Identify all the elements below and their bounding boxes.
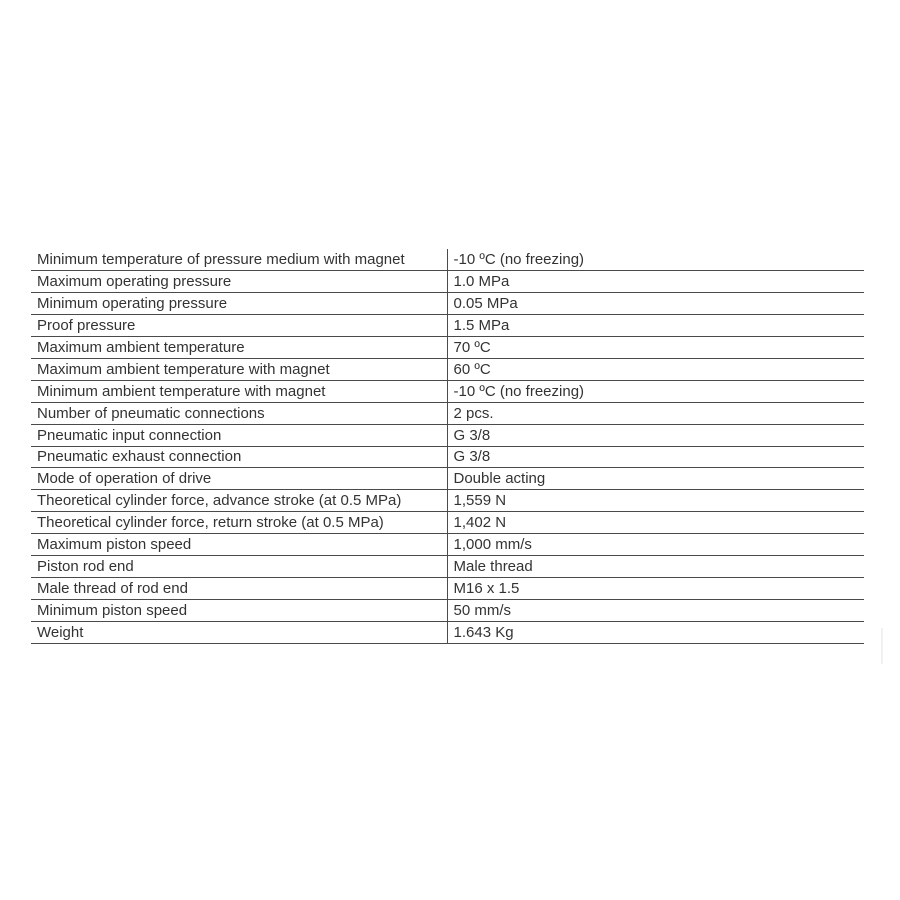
property-cell: Pneumatic input connection — [31, 424, 447, 446]
property-cell: Pneumatic exhaust connection — [31, 446, 447, 468]
value-cell: 70 ºC — [447, 337, 864, 359]
value-cell: 1,402 N — [447, 512, 864, 534]
property-cell: Minimum piston speed — [31, 599, 447, 621]
table-row — [31, 249, 864, 271]
table-row — [31, 271, 864, 293]
value-cell: -10 ºC (no freezing) — [447, 249, 864, 271]
value-cell: G 3/8 — [447, 446, 864, 468]
table-row — [31, 402, 864, 424]
property-cell: Maximum ambient temperature with magnet — [31, 358, 447, 380]
table-row — [31, 555, 864, 577]
table-row — [31, 380, 864, 402]
property-cell: Weight — [31, 621, 447, 643]
property-cell: Mode of operation of drive — [31, 468, 447, 490]
table-row — [31, 599, 864, 621]
value-cell: 50 mm/s — [447, 599, 864, 621]
property-cell: Minimum operating pressure — [31, 293, 447, 315]
specification-table — [31, 249, 864, 644]
table-row — [31, 621, 864, 643]
table-row — [31, 424, 864, 446]
property-cell: Male thread of rod end — [31, 577, 447, 599]
property-cell: Maximum operating pressure — [31, 271, 447, 293]
value-cell: 1,000 mm/s — [447, 534, 864, 556]
property-cell: Theoretical cylinder force, return stroke (at 0.5 MPa) — [31, 512, 447, 534]
value-cell: 60 ºC — [447, 358, 864, 380]
value-cell: Double acting — [447, 468, 864, 490]
value-cell: 0.05 MPa — [447, 293, 864, 315]
table-row — [31, 293, 864, 315]
property-cell: Proof pressure — [31, 315, 447, 337]
edge-divider — [881, 628, 883, 664]
table-row — [31, 315, 864, 337]
property-cell: Minimum ambient temperature with magnet — [31, 380, 447, 402]
property-cell: Maximum ambient temperature — [31, 337, 447, 359]
table-row — [31, 534, 864, 556]
property-cell: Minimum temperature of pressure medium with magnet — [31, 249, 447, 271]
property-cell: Maximum piston speed — [31, 534, 447, 556]
value-cell: M16 x 1.5 — [447, 577, 864, 599]
table-row — [31, 337, 864, 359]
property-cell: Piston rod end — [31, 555, 447, 577]
value-cell: 2 pcs. — [447, 402, 864, 424]
value-cell: G 3/8 — [447, 424, 864, 446]
table-row — [31, 358, 864, 380]
value-cell: 1.5 MPa — [447, 315, 864, 337]
value-cell: 1,559 N — [447, 490, 864, 512]
value-cell: Male thread — [447, 555, 864, 577]
table-row — [31, 446, 864, 468]
property-cell: Number of pneumatic connections — [31, 402, 447, 424]
table-row — [31, 512, 864, 534]
value-cell: -10 ºC (no freezing) — [447, 380, 864, 402]
table-row — [31, 577, 864, 599]
specification-table-body — [31, 249, 864, 643]
table-row — [31, 490, 864, 512]
table-row — [31, 468, 864, 490]
value-cell: 1.0 MPa — [447, 271, 864, 293]
property-cell: Theoretical cylinder force, advance stroke (at 0.5 MPa) — [31, 490, 447, 512]
value-cell: 1.643 Kg — [447, 621, 864, 643]
